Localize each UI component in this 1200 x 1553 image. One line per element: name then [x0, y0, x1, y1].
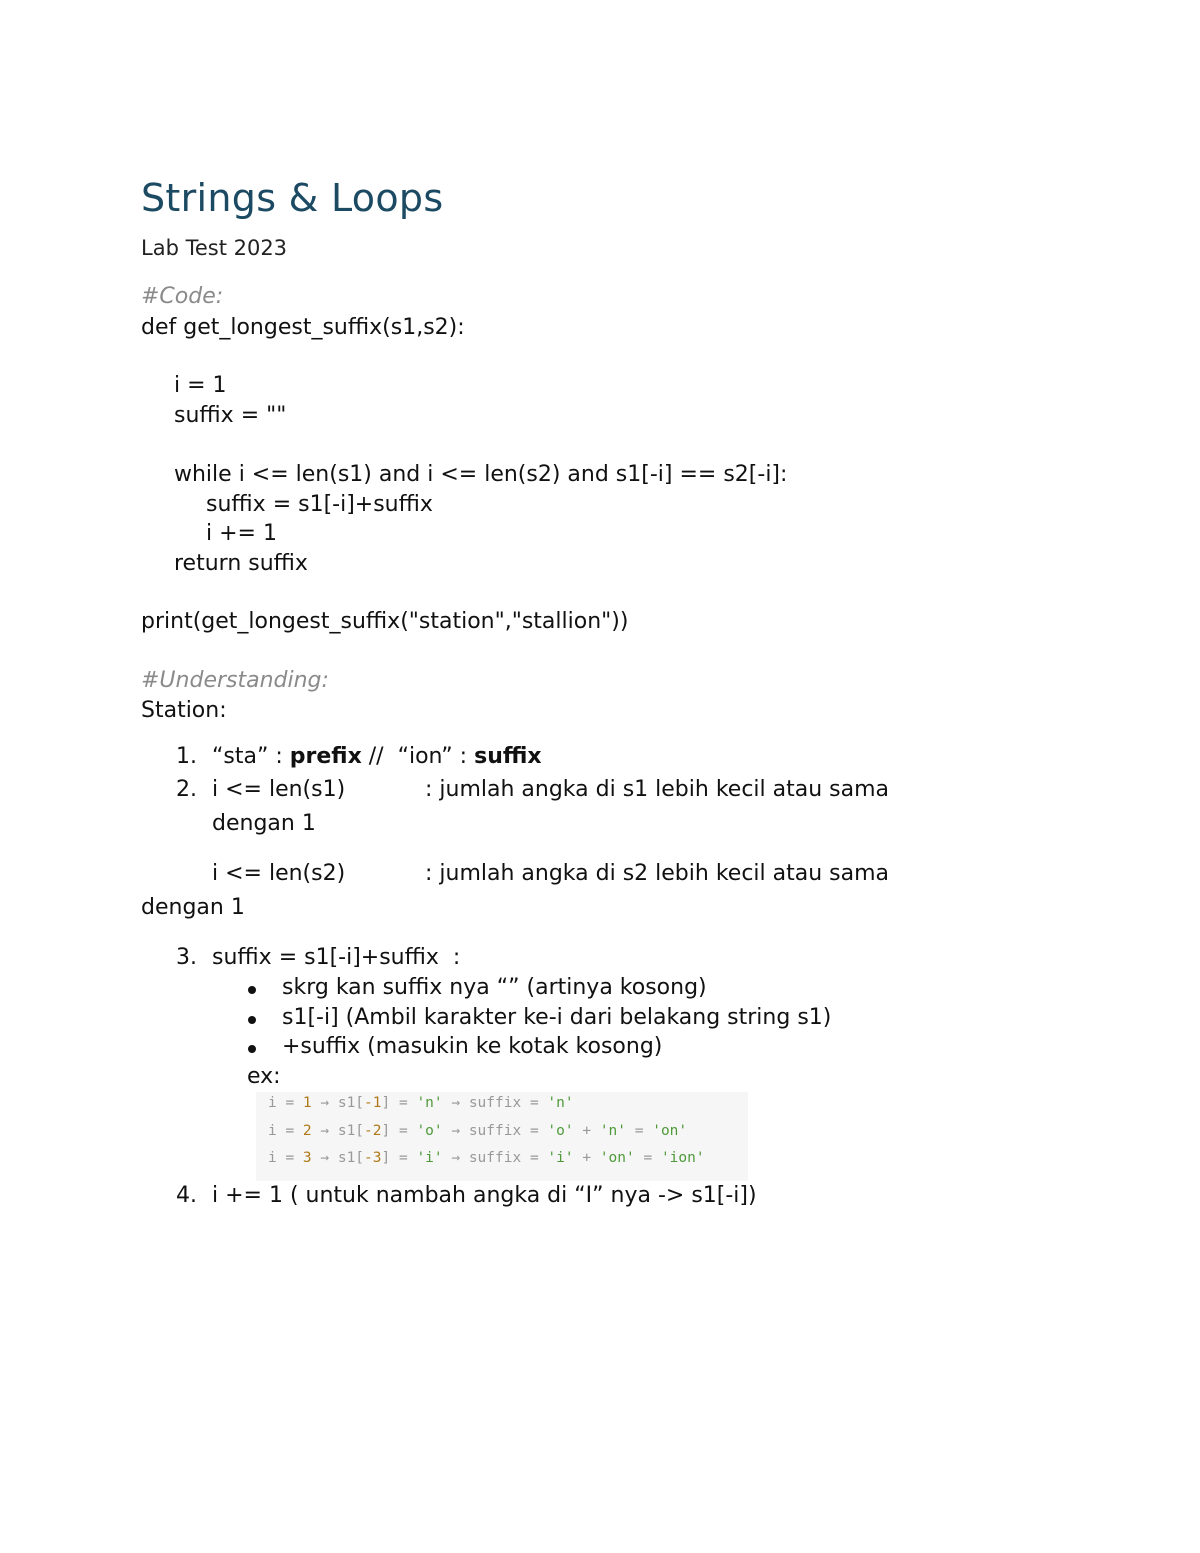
- example-token: -2: [364, 1123, 382, 1139]
- understanding-comment: #Understanding:: [141, 668, 329, 693]
- example-token: i =: [268, 1095, 303, 1111]
- example-label: ex:: [247, 1064, 281, 1089]
- item1-text-a: “sta” :: [212, 744, 290, 769]
- example-token: ] =: [381, 1123, 417, 1139]
- example-line: [268, 1123, 687, 1139]
- item2-desc-b: : jumlah angka di s2 lebih kecil atau sama: [425, 861, 890, 886]
- example-token: 'n': [599, 1123, 627, 1139]
- example-token: → suffix =: [442, 1095, 548, 1111]
- example-token: ] =: [381, 1150, 417, 1166]
- code-line: def get_longest_suffix(s1,s2):: [141, 315, 465, 340]
- item2-desc-a: : jumlah angka di s1 lebih kecil atau sama: [425, 777, 890, 802]
- item4-text: i += 1 ( untuk nambah angka di “I” nya -> s1[-i]): [212, 1183, 757, 1208]
- example-token: -1: [364, 1095, 382, 1111]
- example-token: 3: [302, 1150, 312, 1166]
- item2-code-b: i <= len(s2): [212, 861, 346, 886]
- example-token: +: [573, 1123, 600, 1139]
- example-token: → s1[: [311, 1150, 365, 1166]
- example-token: 'ion': [660, 1150, 705, 1166]
- example-token: -3: [364, 1150, 382, 1166]
- code-line: return suffix: [174, 551, 308, 576]
- list-number: 3.: [176, 945, 197, 970]
- prefix-bold: prefix: [289, 744, 362, 769]
- example-line: [268, 1150, 705, 1166]
- bullet-icon: [248, 1045, 256, 1053]
- example-token: 'o': [416, 1123, 443, 1139]
- example-token: 'n': [416, 1095, 443, 1111]
- example-token: 2: [302, 1123, 312, 1139]
- page-title: Strings & Loops: [141, 176, 444, 220]
- bullet-icon: [248, 986, 256, 994]
- code-line: i += 1: [206, 521, 277, 546]
- example-token: =: [634, 1150, 661, 1166]
- code-line: while i <= len(s1) and i <= len(s2) and s1[-i] == s2[-i]:: [174, 462, 788, 487]
- example-token: 'n': [547, 1095, 574, 1111]
- item2-cont-a: dengan 1: [212, 811, 316, 836]
- item1-text-b: // “ion” :: [361, 744, 475, 769]
- code-line: i = 1: [174, 373, 227, 398]
- example-token: 'i': [547, 1150, 574, 1166]
- example-token: i =: [268, 1123, 303, 1139]
- example-token: =: [626, 1123, 653, 1139]
- example-token: +: [573, 1150, 600, 1166]
- example-token: ] =: [381, 1095, 417, 1111]
- list-item-1: [212, 744, 542, 769]
- item2-code-a: i <= len(s1): [212, 777, 346, 802]
- suffix-bold: suffix: [474, 744, 542, 769]
- example-token: i =: [268, 1150, 303, 1166]
- bullet-icon: [248, 1016, 256, 1024]
- example-token: 1: [302, 1095, 312, 1111]
- list-number: 1.: [176, 744, 197, 769]
- item3-text: suffix = s1[-i]+suffix :: [212, 945, 461, 970]
- example-line: [268, 1095, 574, 1111]
- item2-cont-b: dengan 1: [141, 895, 245, 920]
- list-number: 2.: [176, 777, 197, 802]
- example-token: 'on': [652, 1123, 688, 1139]
- example-token: → s1[: [311, 1095, 365, 1111]
- code-line: suffix = s1[-i]+suffix: [206, 492, 433, 517]
- example-token: → s1[: [311, 1123, 365, 1139]
- example-token: 'i': [416, 1150, 443, 1166]
- code-line: print(get_longest_suffix("station","stallion")): [141, 609, 629, 634]
- bullet-item: skrg kan suffix nya “” (artinya kosong): [282, 975, 707, 1000]
- list-number: 4.: [176, 1183, 197, 1208]
- example-code-block: [256, 1092, 748, 1181]
- code-comment: #Code:: [141, 284, 224, 309]
- station-label: Station:: [141, 698, 227, 723]
- code-line: suffix = "": [174, 403, 287, 428]
- example-token: → suffix =: [442, 1150, 548, 1166]
- example-token: 'o': [547, 1123, 574, 1139]
- page-subtitle: Lab Test 2023: [141, 236, 288, 260]
- bullet-item: s1[-i] (Ambil karakter ke-i dari belakang string s1): [282, 1005, 832, 1030]
- example-token: → suffix =: [442, 1123, 548, 1139]
- example-token: 'on': [599, 1150, 635, 1166]
- bullet-item: +suffix (masukin ke kotak kosong): [282, 1034, 663, 1059]
